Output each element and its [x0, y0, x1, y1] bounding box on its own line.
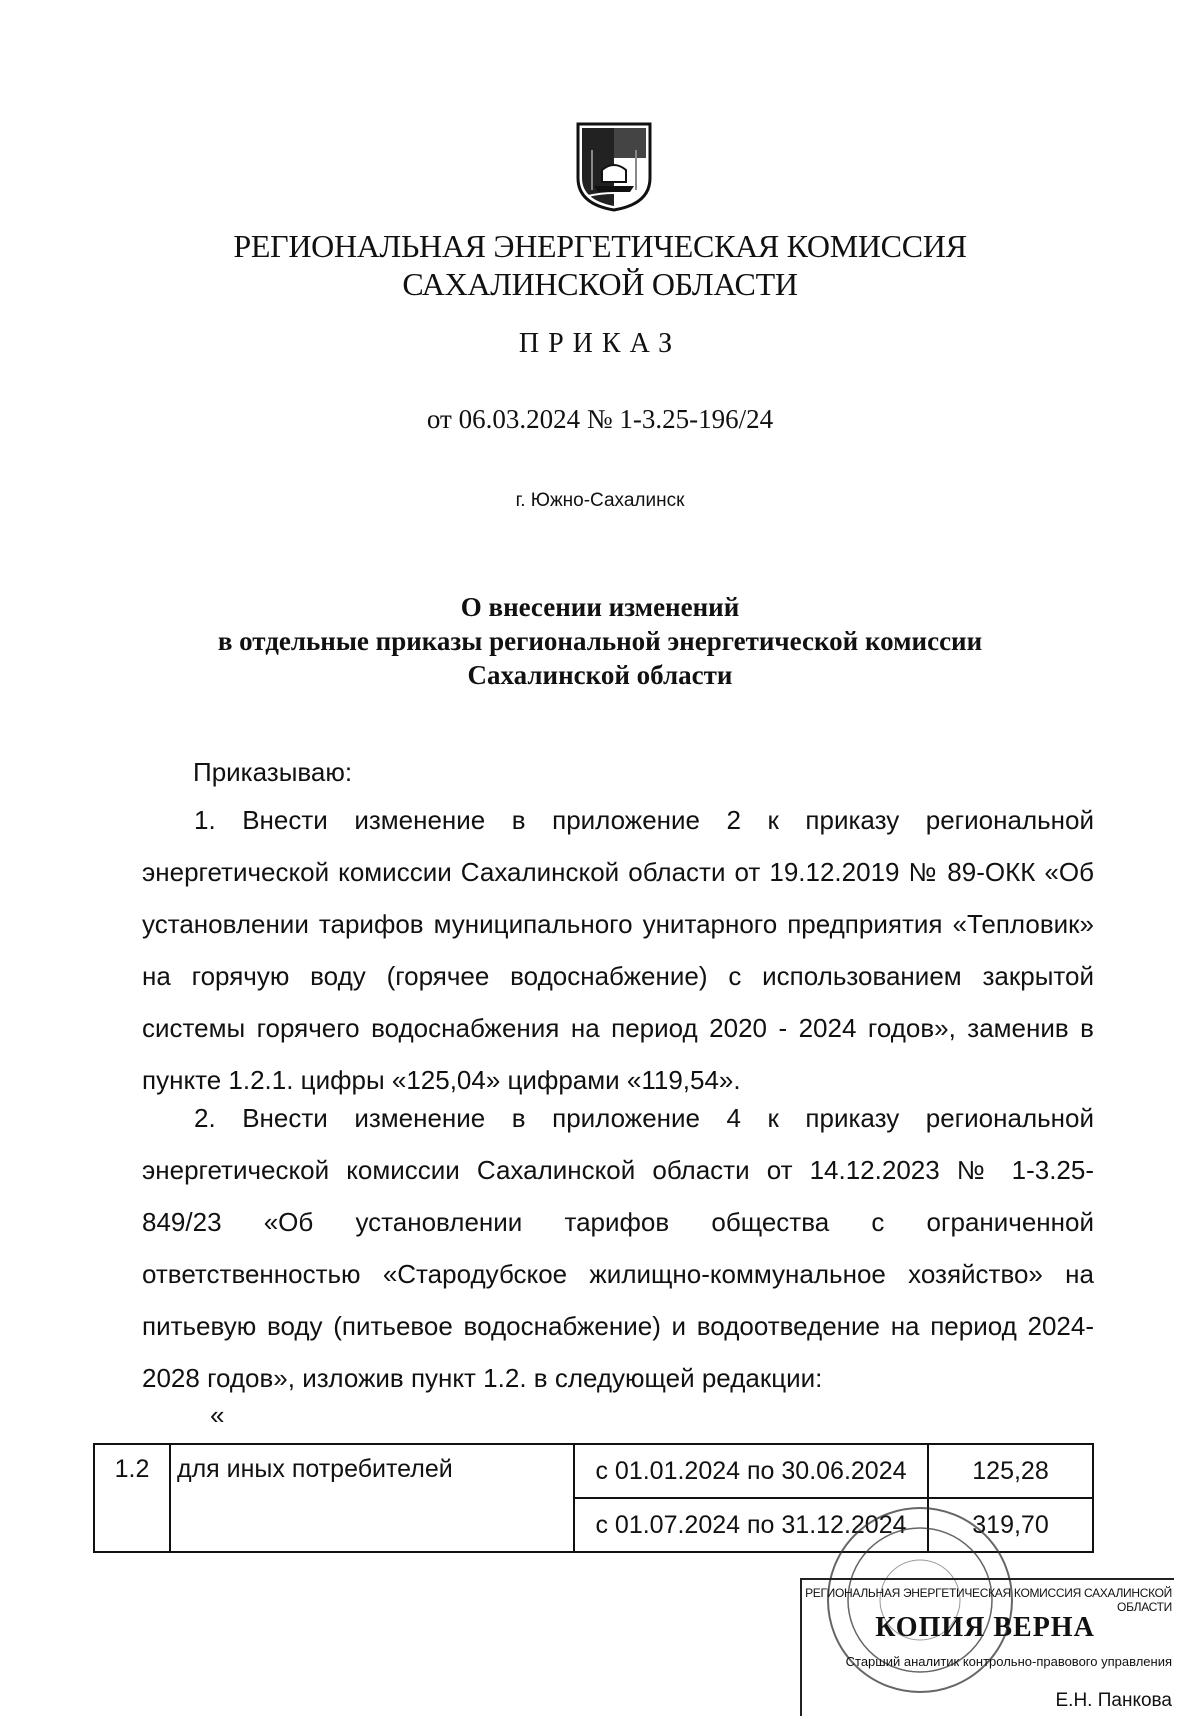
copy-certification-stamp: [800, 1560, 1176, 1718]
quote-open-mark: «: [210, 1400, 225, 1430]
stamp-org: РЕГИОНАЛЬНАЯ ЭНЕРГЕТИЧЕСКАЯ КОМИССИЯ САХАЛИНСКОЙ ОБЛАСТИ: [805, 1586, 1172, 1614]
table-cell-number: 1.2: [94, 1444, 170, 1552]
paragraph-item-1-text: 1. Внести изменение в приложение 2 к приказу региональной энергетической комиссии Сахалинской области от 19.12.2019 № 89-ОКК «Об установлении тарифов муниципального унитарного предприятия «Тепловик» на горячую воду (горячее водоснабжение) с использованием закрытой системы горячего водоснабжения на период 2020 - 2024 годов», заменив в пункте 1.2.1. цифры «125,04» цифрами «119,54».: [142, 805, 1094, 1095]
paragraph-item-2: [142, 1092, 1094, 1404]
table-cell-value: 125,28: [928, 1444, 1093, 1498]
title-line1: О внесении изменений: [460, 592, 740, 622]
document-type: ПРИКАЗ: [518, 328, 682, 359]
stamp-copy-label: КОПИЯ ВЕРНА: [875, 1612, 1095, 1643]
table-cell-period: с 01.07.2024 по 31.12.2024: [574, 1498, 928, 1552]
title-line2: в отдельные приказы региональной энергетической комиссии: [217, 626, 983, 656]
stamp-position: Старший аналитик контрольно-правового управления: [845, 1654, 1172, 1669]
paragraph-item-1: [142, 794, 1094, 1106]
table-cell-value: 319,70: [928, 1498, 1093, 1552]
coat-of-arms-icon: [574, 120, 654, 212]
table-cell-consumer: для иных потребителей: [170, 1444, 574, 1552]
stamp-signer: Е.Н. Панкова: [1055, 1690, 1172, 1711]
intro-text: Приказываю:: [193, 757, 353, 787]
org-name-line1: РЕГИОНАЛЬНАЯ ЭНЕРГЕТИЧЕСКАЯ КОМИССИЯ: [233, 228, 967, 264]
title-line3: Сахалинской области: [467, 660, 733, 690]
paragraph-item-2-text: 2. Внести изменение в приложение 4 к приказу региональной энергетической комиссии Сахалинской области от 14.12.2023 № 1-3.25-849/23 «Об установлении тарифов общества с ограниченной ответственностью «Стародубское жилищно-коммунальное хозяйство» на питьевую воду (питьевое водоснабжение) и водоотведение на период 2024-2028 годов», изложив пункт 1.2. в следующей редакции:: [142, 1103, 1094, 1393]
org-name-line2: САХАЛИНСКОЙ ОБЛАСТИ: [402, 266, 798, 302]
table-row: [94, 1444, 1093, 1498]
document-city: г. Южно-Сахалинск: [515, 490, 685, 511]
table-cell-period: с 01.01.2024 по 30.06.2024: [574, 1444, 928, 1498]
document-number: от 06.03.2024 № 1-3.25-196/24: [426, 404, 774, 434]
